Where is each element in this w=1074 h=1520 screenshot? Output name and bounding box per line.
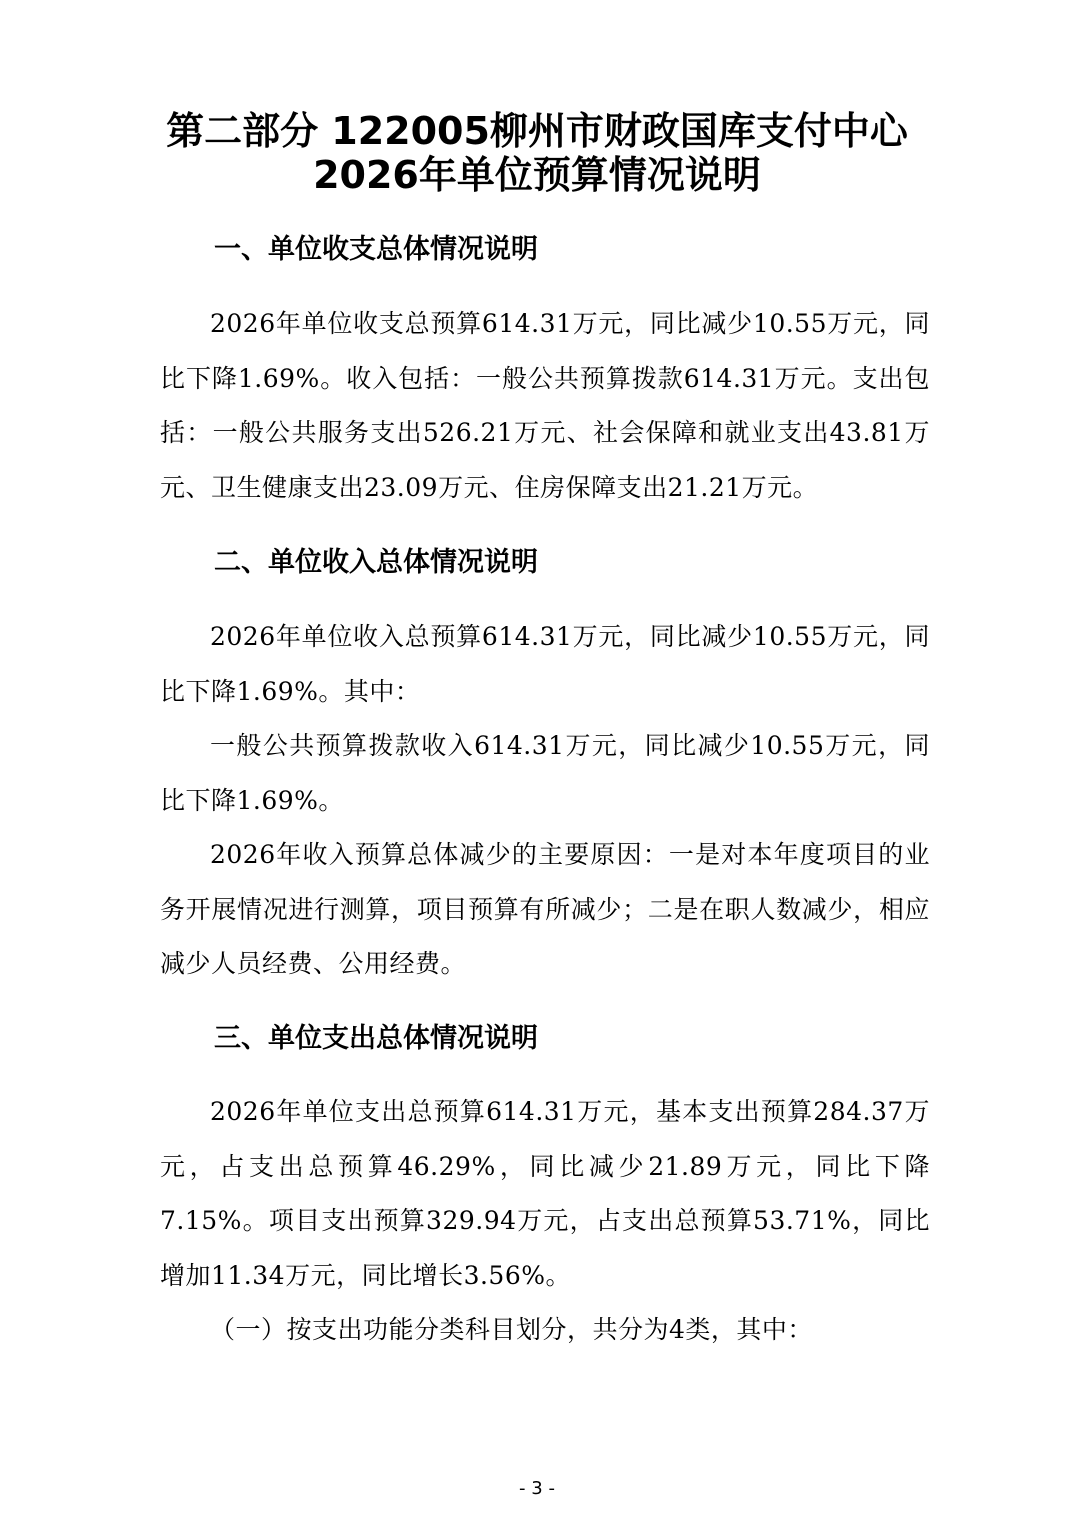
section-1-heading: 一、单位收支总体情况说明 bbox=[214, 234, 538, 265]
section-3-heading: 三、单位支出总体情况说明 bbox=[214, 1023, 538, 1054]
section-2-paragraph-1: 2026年单位收入总预算614.31万元，同比减少10.55万元，同比下降1.69%。其中： bbox=[160, 622, 930, 706]
section-3-paragraph-1: 2026年单位支出总预算614.31万元，基本支出预算284.37万元，占支出总预算46.29%，同比减少21.89万元，同比下降7.15%。项目支出预算329.94万元，占支出总预算53.71%，同比增加11.34万元，同比增长3.56%。 bbox=[160, 1097, 930, 1290]
document-title-line-1: 第二部分 122005柳州市财政国库支付中心 bbox=[166, 109, 908, 153]
section-2-paragraph-2: 一般公共预算拨款收入614.31万元，同比减少10.55万元，同比下降1.69%。 bbox=[160, 731, 930, 815]
page-number: - 3 - bbox=[519, 1478, 555, 1499]
section-3-paragraph-2: （一）按支出功能分类科目划分，共分为4类，其中： bbox=[210, 1315, 813, 1344]
section-1-paragraph-1: 2026年单位收支总预算614.31万元，同比减少10.55万元，同比下降1.69%。收入包括：一般公共预算拨款614.31万元。支出包括：一般公共服务支出526.21万元、社会保障和就业支出43.81万元、卫生健康支出23.09万元、住房保障支出21.21万元。 bbox=[160, 309, 930, 502]
section-2-heading: 二、单位收入总体情况说明 bbox=[214, 547, 538, 578]
document-title-line-2: 2026年单位预算情况说明 bbox=[313, 153, 761, 197]
section-2-paragraph-3: 2026年收入预算总体减少的主要原因：一是对本年度项目的业务开展情况进行测算，项目预算有所减少；二是在职人数减少，相应减少人员经费、公用经费。 bbox=[160, 840, 930, 978]
